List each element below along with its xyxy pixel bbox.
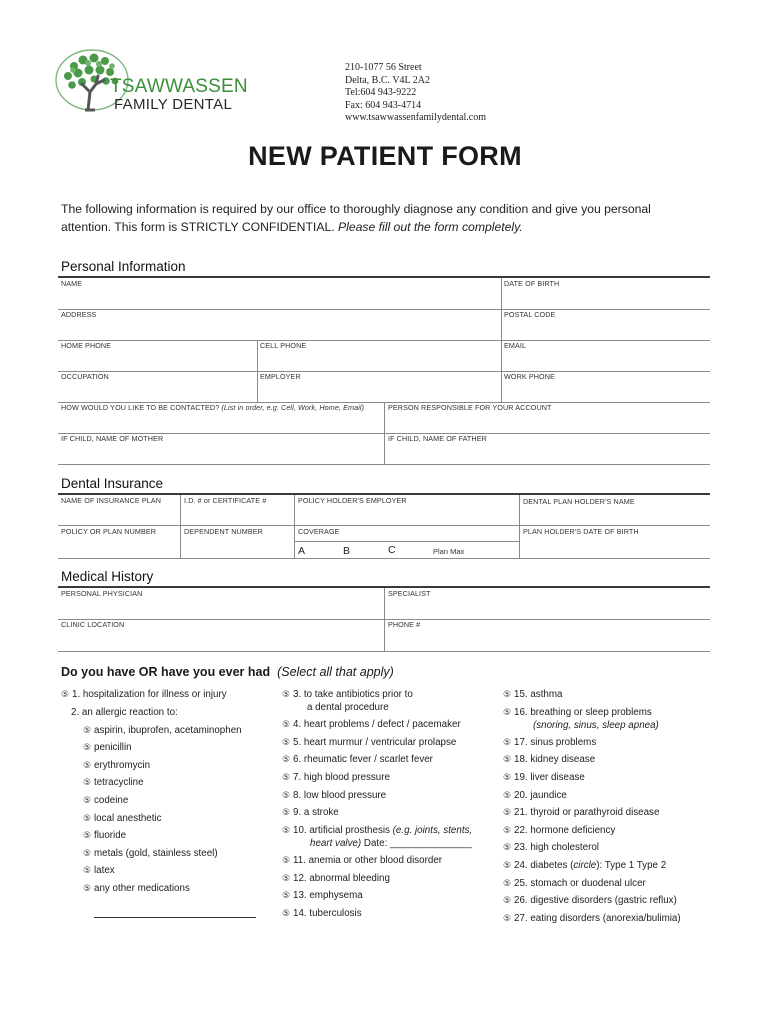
father-label: IF CHILD, NAME OF FATHER — [388, 434, 487, 443]
item-label: codeine — [94, 795, 129, 806]
checklist-item[interactable] — [282, 755, 433, 765]
checklist-item[interactable] — [282, 738, 456, 748]
checkbox-icon[interactable]: ⑤ — [83, 883, 92, 893]
checklist-item[interactable] — [282, 773, 390, 783]
checklist-item[interactable] — [282, 690, 413, 700]
item-label: fluoride — [94, 830, 127, 841]
physician-field[interactable] — [58, 588, 384, 619]
item-label: 17. sinus problems — [514, 737, 597, 748]
item-label: 26. digestive disorders (gastric reflux) — [514, 895, 677, 906]
physician-label: PERSONAL PHYSICIAN — [61, 589, 143, 598]
item-label: 5. heart murmur / ventricular prolapse — [293, 737, 457, 748]
item-label: 20. jaundice — [514, 790, 567, 801]
father-name-field[interactable] — [385, 434, 710, 464]
dental-insurance-heading: Dental Insurance — [61, 476, 164, 491]
postal-label: POSTAL CODE — [504, 310, 556, 319]
divider — [58, 558, 710, 559]
checkbox-icon[interactable]: ⑤ — [503, 807, 512, 817]
coverage-option-b[interactable]: B — [343, 545, 351, 557]
cell-phone-label: CELL PHONE — [260, 341, 307, 350]
cell-phone-field[interactable] — [258, 341, 501, 371]
checkbox-icon[interactable]: ⑤ — [503, 737, 512, 747]
intro-paragraph — [61, 200, 701, 236]
intro-line-1: The following information is required by our office to thoroughly diagnose any condition and give you personal — [61, 202, 651, 216]
mother-name-field[interactable] — [58, 434, 384, 464]
name-field[interactable] — [58, 278, 501, 308]
checklist-item[interactable] — [61, 690, 227, 700]
checklist-item[interactable] — [503, 690, 562, 700]
checklist-item[interactable] — [282, 791, 386, 801]
checkbox-icon[interactable]: ⑤ — [282, 873, 291, 883]
checklist-item[interactable] — [503, 791, 567, 801]
checkbox-icon[interactable]: ⑤ — [503, 754, 512, 764]
address-line: Delta, B.C. V4L 2A2 — [345, 74, 430, 86]
dob-label: DATE OF BIRTH — [504, 279, 560, 288]
id-cert-field[interactable] — [181, 495, 294, 525]
coverage-option-a[interactable]: A — [298, 545, 306, 557]
coverage-option-c[interactable]: C — [388, 544, 396, 556]
item-continuation — [310, 839, 472, 849]
checkbox-icon[interactable]: ⑤ — [83, 813, 92, 823]
checklist-item[interactable] — [282, 891, 363, 901]
item-hint: (e.g. joints, stents, — [392, 825, 473, 836]
checklist-item[interactable] — [83, 814, 162, 824]
name-label: NAME — [61, 279, 83, 288]
checklist-item[interactable] — [282, 856, 442, 866]
item-label: latex — [94, 865, 115, 876]
item-label: 25. stomach or duodenal ulcer — [514, 878, 646, 889]
checklist-item[interactable] — [282, 874, 390, 884]
plan-max-label: Plan Max — [433, 547, 465, 556]
item-label: local anesthetic — [94, 813, 162, 824]
item-label: 9. a stroke — [293, 807, 339, 818]
checklist-item[interactable] — [503, 755, 595, 765]
checkbox-icon[interactable]: ⑤ — [83, 777, 92, 787]
item-label: 27. eating disorders (anorexia/bulimia) — [514, 913, 681, 924]
specialist-label: SPECIALIST — [388, 589, 431, 598]
checkbox-icon[interactable]: ⑤ — [83, 742, 92, 752]
checkbox-icon[interactable]: ⑤ — [503, 772, 512, 782]
checkbox-icon[interactable]: ⑤ — [282, 772, 291, 782]
holder-name-label: DENTAL PLAN HOLDER'S NAME — [523, 497, 635, 506]
checklist-item[interactable] — [83, 831, 126, 841]
checklist-item[interactable] — [503, 914, 681, 924]
occupation-field[interactable] — [58, 372, 257, 402]
phone-line: Tel:604 943-9222 — [345, 87, 417, 99]
item-label: 19. liver disease — [514, 772, 585, 783]
checklist-item[interactable] — [503, 879, 646, 889]
checkbox-icon[interactable]: ⑤ — [282, 908, 291, 918]
page-title: NEW PATIENT FORM — [248, 141, 522, 171]
checkbox-icon[interactable]: ⑤ — [282, 737, 291, 747]
checklist-item[interactable] — [83, 761, 150, 771]
holder-name-field[interactable] — [520, 495, 710, 525]
checkbox-icon[interactable]: ⑤ — [83, 830, 92, 840]
phone-label: PHONE # — [388, 620, 421, 629]
address-label: ADDRESS — [61, 310, 97, 319]
item-label: erythromycin — [94, 760, 151, 771]
checklist-item[interactable] — [83, 866, 115, 876]
checklist-item[interactable] — [282, 826, 472, 836]
email-label: EMAIL — [504, 341, 527, 350]
item-label: 3. to take antibiotics prior to — [293, 689, 413, 700]
question-hint: (Select all that apply) — [277, 665, 394, 679]
address-line: 210-1077 56 Street — [345, 62, 422, 73]
checkbox-icon[interactable]: ⑤ — [61, 689, 70, 699]
specialist-field[interactable] — [385, 588, 710, 619]
phone-field[interactable] — [385, 620, 710, 651]
responsible-field[interactable] — [385, 403, 710, 433]
checklist-item[interactable] — [503, 808, 659, 818]
intro-instruction: Please fill out the form completely. — [338, 220, 523, 234]
checklist-item[interactable] — [83, 743, 132, 753]
plan-name-label: NAME OF INSURANCE PLAN — [61, 496, 162, 505]
item-label: 6. rheumatic fever / scarlet fever — [293, 754, 433, 765]
holder-employer-field[interactable] — [295, 495, 519, 525]
checklist-item[interactable] — [503, 896, 677, 906]
checkbox-icon[interactable]: ⑤ — [282, 807, 291, 817]
item-label: 22. hormone deficiency — [514, 825, 616, 836]
checkbox-icon[interactable]: ⑤ — [83, 865, 92, 875]
home-phone-label: HOME PHONE — [61, 341, 112, 350]
item-label: 7. high blood pressure — [293, 772, 390, 783]
checkbox-icon[interactable]: ⑤ — [282, 689, 291, 699]
checklist-item[interactable] — [83, 884, 190, 894]
checkbox-icon[interactable]: ⑤ — [282, 890, 291, 900]
policy-number-field[interactable] — [58, 526, 180, 558]
id-cert-label: I.D. # or CERTIFICATE # — [184, 496, 267, 505]
item-hint: circle — [573, 860, 597, 871]
checklist-item[interactable] — [503, 826, 615, 836]
checkbox-icon[interactable]: ⑤ — [83, 725, 92, 735]
contact-method-field[interactable] — [58, 403, 384, 433]
checklist-item[interactable] — [282, 909, 362, 919]
checklist-item[interactable] — [83, 778, 144, 788]
checkbox-icon[interactable]: ⑤ — [503, 913, 512, 923]
plan-name-field[interactable] — [58, 495, 180, 525]
item-label: tetracycline — [94, 777, 144, 788]
checklist-item[interactable] — [503, 738, 596, 748]
clinic-field[interactable] — [58, 620, 384, 651]
item-label: 24. diabetes ( — [514, 860, 574, 871]
date-blank[interactable]: Date: _______________ — [361, 838, 472, 849]
item-label: 16. breathing or sleep problems — [514, 707, 652, 718]
checkbox-icon[interactable]: ⑤ — [83, 848, 92, 858]
checklist-item[interactable] — [282, 808, 339, 818]
item-label: 21. thyroid or parathyroid disease — [514, 807, 660, 818]
item-label: 18. kidney disease — [514, 754, 596, 765]
work-phone-field[interactable] — [502, 372, 710, 402]
policy-number-label: POLICY OR PLAN NUMBER — [61, 527, 157, 536]
checkbox-icon[interactable]: ⑤ — [503, 860, 512, 870]
checklist-item[interactable] — [282, 720, 461, 730]
holder-dob-label: PLAN HOLDER'S DATE OF BIRTH — [523, 527, 639, 536]
coverage-label: COVERAGE — [298, 527, 340, 536]
divider — [58, 651, 710, 652]
checklist-item[interactable] — [503, 843, 599, 853]
dob-field[interactable] — [502, 278, 710, 308]
home-phone-field[interactable] — [58, 341, 257, 371]
allergy-heading: 2. an allergic reaction to: — [71, 707, 178, 718]
other-medications-line[interactable] — [94, 917, 256, 918]
checkbox-icon[interactable]: ⑤ — [503, 842, 512, 852]
checkbox-icon[interactable]: ⑤ — [503, 689, 512, 699]
checkbox-icon[interactable]: ⑤ — [503, 895, 512, 905]
work-phone-label: WORK PHONE — [504, 372, 555, 381]
item-label: penicillin — [94, 742, 132, 753]
item-label: 11. anemia or other blood disorder — [293, 855, 443, 866]
checklist-item[interactable] — [503, 773, 585, 783]
mother-label: IF CHILD, NAME OF MOTHER — [61, 434, 164, 443]
item-continuation: (snoring, sinus, sleep apnea) — [533, 720, 659, 731]
employer-field[interactable] — [258, 372, 501, 402]
checklist-item[interactable] — [83, 796, 128, 806]
logo-subtitle: FAMILY DENTAL — [114, 96, 233, 113]
occupation-label: OCCUPATION — [61, 372, 109, 381]
item-label: metals (gold, stainless steel) — [94, 848, 218, 859]
checklist-item[interactable] — [83, 726, 242, 736]
holder-employer-label: POLICY HOLDER'S EMPLOYER — [298, 496, 407, 505]
checkbox-icon[interactable]: ⑤ — [282, 855, 291, 865]
responsible-label: PERSON RESPONSIBLE FOR YOUR ACCOUNT — [388, 403, 552, 412]
item-label: aspirin, ibuprofen, acetaminophen — [94, 725, 242, 736]
postal-field[interactable] — [502, 310, 710, 340]
intro-line-2 — [61, 218, 701, 236]
checkbox-icon[interactable]: ⑤ — [83, 760, 92, 770]
item-label: 10. artificial prosthesis — [293, 825, 393, 836]
item-label: 4. heart problems / defect / pacemaker — [293, 719, 461, 730]
item-continuation: a dental procedure — [307, 702, 389, 713]
dependent-field[interactable] — [181, 526, 294, 558]
checklist-item[interactable] — [83, 849, 218, 859]
item-label: 13. emphysema — [293, 890, 363, 901]
website-line[interactable]: www.tsawwassenfamilydental.com — [345, 112, 486, 124]
contact-hint: (List in order, e.g. Cell, Work, Home, Email) — [221, 403, 365, 412]
item-label: 1. hospitalization for illness or injury — [72, 689, 227, 700]
employer-label: EMPLOYER — [260, 372, 301, 381]
contact-question: HOW WOULD YOU LIKE TO BE CONTACTED? — [61, 403, 222, 412]
checklist-item[interactable] — [503, 708, 652, 718]
checkbox-icon[interactable]: ⑤ — [503, 707, 512, 717]
medical-question — [61, 666, 394, 679]
intro-confidential: attention. This form is STRICTLY CONFIDENTIAL. — [61, 220, 338, 234]
checkbox-icon[interactable]: ⑤ — [282, 790, 291, 800]
item-label: 8. low blood pressure — [293, 790, 387, 801]
divider — [295, 541, 519, 542]
fax-line: Fax: 604 943-4714 — [345, 99, 422, 111]
checkbox-icon[interactable]: ⑤ — [503, 878, 512, 888]
divider — [58, 464, 710, 465]
checklist-item[interactable] — [503, 861, 666, 871]
medical-history-heading: Medical History — [61, 569, 154, 584]
practice-address — [345, 62, 486, 125]
checkbox-icon[interactable]: ⑤ — [503, 825, 512, 835]
logo-name: TSAWWASSEN — [110, 76, 248, 97]
question-main: Do you have OR have you ever had — [61, 665, 271, 679]
checkbox-icon[interactable]: ⑤ — [503, 790, 512, 800]
diabetes-type-options[interactable]: ): Type 1 Type 2 — [596, 860, 667, 871]
item-label: 14. tuberculosis — [293, 908, 362, 919]
checkbox-icon[interactable]: ⑤ — [282, 719, 291, 729]
personal-info-heading: Personal Information — [61, 259, 186, 274]
item-label: 15. asthma — [514, 689, 563, 700]
item-hint: heart valve) — [310, 838, 362, 849]
item-label: 12. abnormal bleeding — [293, 873, 390, 884]
item-label: any other medications — [94, 883, 190, 894]
email-field[interactable] — [502, 341, 710, 371]
checkbox-icon[interactable]: ⑤ — [282, 754, 291, 764]
checkbox-icon[interactable]: ⑤ — [282, 825, 291, 835]
clinic-label: CLINIC LOCATION — [61, 620, 125, 629]
checkbox-icon[interactable]: ⑤ — [83, 795, 92, 805]
dependent-label: DEPENDENT NUMBER — [184, 527, 263, 536]
item-label: 23. high cholesterol — [514, 842, 599, 853]
address-field[interactable] — [58, 310, 501, 340]
holder-dob-field[interactable] — [520, 526, 710, 558]
